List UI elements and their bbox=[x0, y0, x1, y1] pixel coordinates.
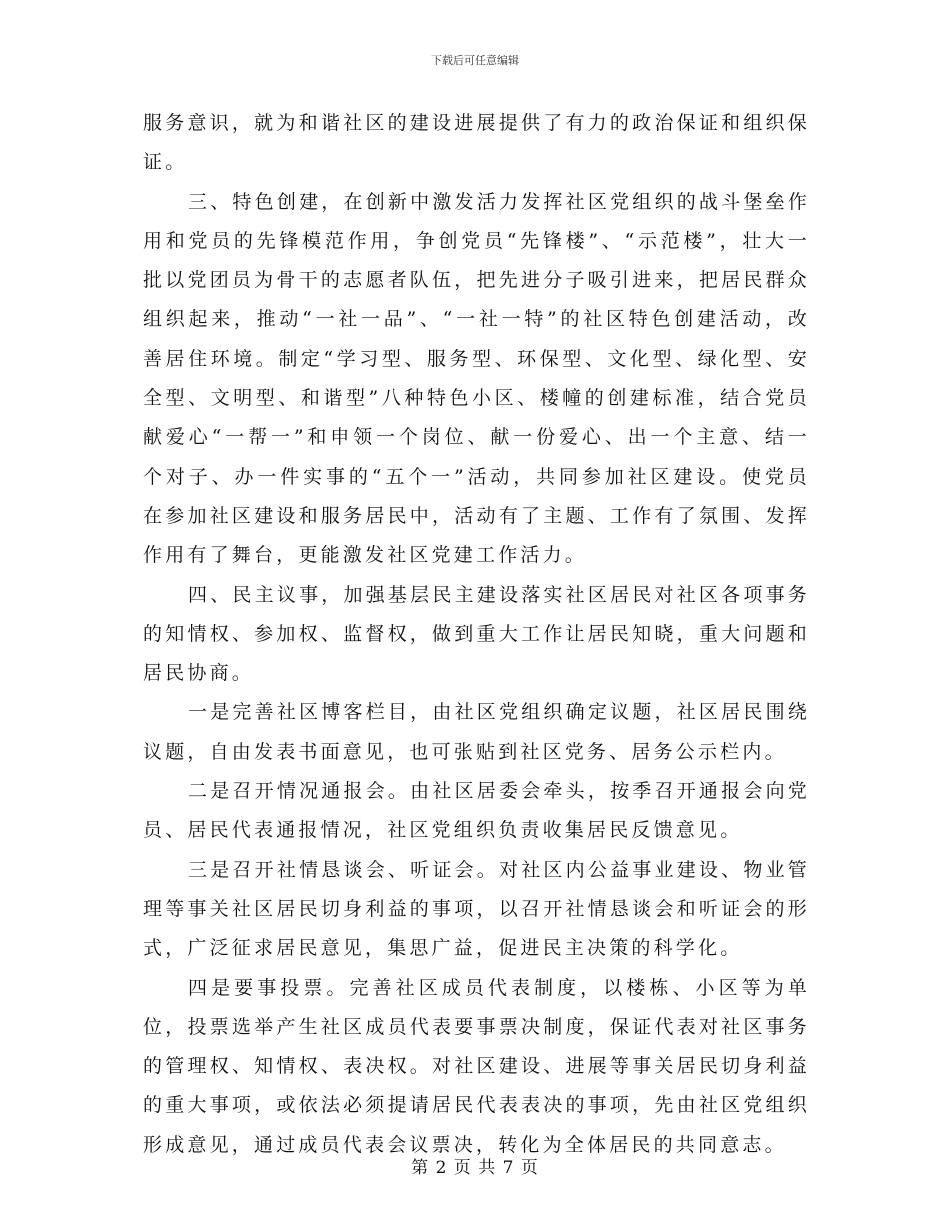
paragraph-4: 一是完善社区博客栏目，由社区党组织确定议题，社区居民围绕议题，自由发表书面意见，也可张贴到社区党务、居务公示栏内。 bbox=[143, 701, 810, 763]
paragraph-2: 三、特色创建，在创新中激发活力发挥社区党组织的战斗堡垒作用和党员的先锋模范作用，争创党员“先锋楼”、“示范楼”，壮大一批以党团员为骨干的志愿者队伍，把先进分子吸引进来，把居民群众组织起来，推动“一社一品”、“一社一特”的社区特色创建活动，改善居住环境。制定“学习型、服务型、环保型、文化型、绿化型、安全型、文明型、和谐型”八种特色小区、楼幢的创建标准，结合党员献爱心“一帮一”和申领一个岗位、献一份爱心、出一个主意、结一个对子、办一件实事的“五个一”活动，共同参加社区建设。使党员在参加社区建设和服务居民中，活动有了主题、工作有了氛围、发挥作用有了舞台，更能激发社区党建工作活力。 bbox=[143, 190, 810, 567]
paragraph-3: 四、民主议事，加强基层民主建设落实社区居民对社区各项事务的知情权、参加权、监督权，做到重大工作让居民知晓，重大问题和居民协商。 bbox=[143, 583, 810, 685]
paragraph-7: 四是要事投票。完善社区成员代表制度，以楼栋、小区等为单位，投票选举产生社区成员代表要事票决制度，保证代表对社区事务的管理权、知情权、表决权。对社区建设、进展等事关居民切身利益的重大事项，或依法必须提请居民代表表决的事项，先由社区党组织形成意见，通过成员代表会议票决，转化为全体居民的共同意志。 bbox=[143, 976, 810, 1156]
page-number-footer: 第 2 页 共 7 页 bbox=[411, 1158, 539, 1178]
paragraph-6: 三是召开社情恳谈会、听证会。对社区内公益事业建设、物业管理等事关社区居民切身利益的事项，以召开社情恳谈会和听证会的形式，广泛征求居民意见，集思广益，促进民主决策的科学化。 bbox=[143, 858, 810, 960]
paragraph-1: 服务意识，就为和谐社区的建设进展提供了有力的政治保证和组织保证。 bbox=[143, 112, 810, 174]
paragraph-5: 二是召开情况通报会。由社区居委会牵头，按季召开通报会向党员、居民代表通报情况，社区党组织负责收集居民反馈意见。 bbox=[143, 780, 810, 842]
document-body bbox=[143, 104, 810, 1165]
page-header: 下载后可任意编辑 bbox=[431, 54, 519, 67]
